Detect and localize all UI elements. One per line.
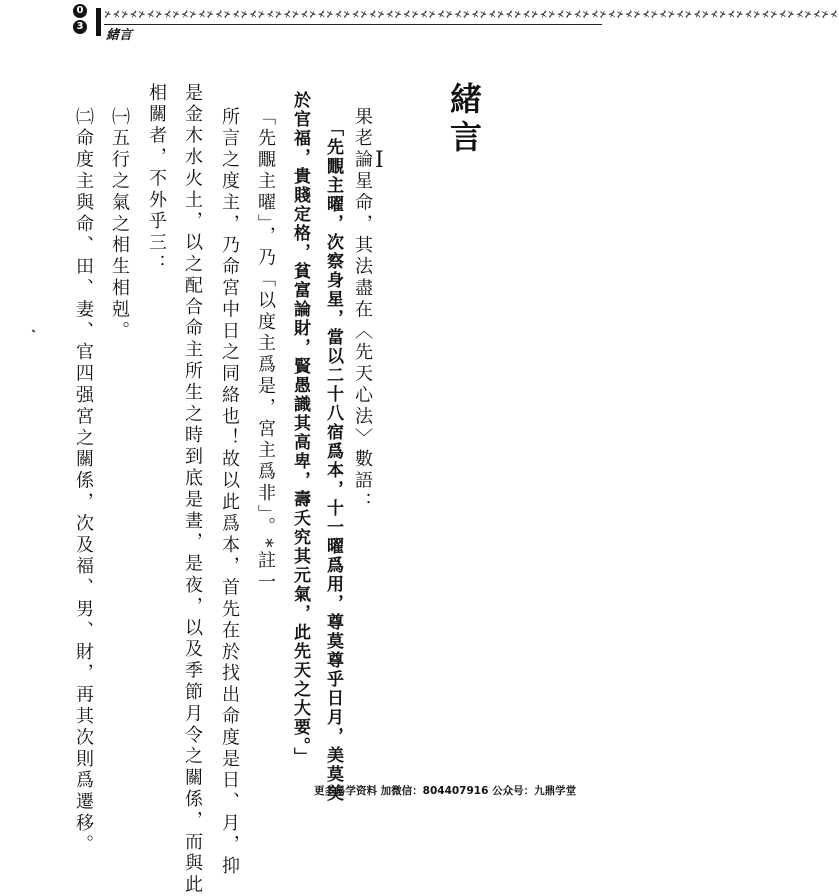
running-title: 緒言 [106,28,133,43]
text-column-2: 「先覵主曜，次察身星，當以二十八宿爲本，十一曜爲用，尊莫尊乎日月，美莫美 [323,119,343,803]
section-marker: I [375,148,384,173]
text-column-1: 果老論星命，其法盡在〈先天心法〉數語： [352,107,373,514]
footer-watermark-text: 更多易学资料 加微信：804407916 公众号：九鼎学堂 [314,785,577,797]
page-number-digit-1: 0 [73,4,87,18]
scan-speck [32,329,36,332]
header-rule [104,24,602,25]
text-column-9: ㈡命度主與命、田、妻、官四强宮之關係，次及福、男、財，再其次則爲遷移。 [73,107,94,856]
page-number-digit-2: 3 [73,20,87,34]
text-column-6: 是金木水火土，以之配合命主所生之時到底是晝，是夜，以及季節月令之關係，而與此 [182,83,203,896]
text-column-7: 相關者，不外乎三： [146,83,167,276]
header-border-ornament: ⊁⊀⊁⊀⊁⊀⊁⊀⊁⊀⊁⊀⊁⊀⊁⊀⊁⊀⊁⊀⊁⊀⊁⊀⊁⊀⊁⊀⊁⊀⊁⊀⊁⊀⊁⊀⊁⊀⊁⊀⊁⊀⊁⊀⊁⊀⊁⊀⊁⊀⊁⊀⊁⊀⊁⊀⊁⊀⊁⊀⊁⊀⊁⊀⊁⊀⊁⊀⊁⊀⊁⊀⊁⊀⊁⊀⊁⊀⊁⊀⊁⊀⊁⊀⊁⊀ [104,10,839,20]
text-column-3: 於官福，貴賤定格，貧富論財，賢愚識其高卑，壽夭究其元氣，此先天之大要。」 [290,91,310,767]
header-bar [96,8,101,36]
text-column-5: 所言之度主，乃命宮中日之同絡也！故以此爲本，首先在於找出命度是日、月，抑 [219,107,240,878]
text-column-8: ㈠五行之氣之相生相剋。 [109,107,130,343]
text-column-4: 「先覵主曜」，乃「以度主爲是，宮主爲非」。*註一 [255,107,276,594]
chapter-title: 緒言 [445,82,483,158]
